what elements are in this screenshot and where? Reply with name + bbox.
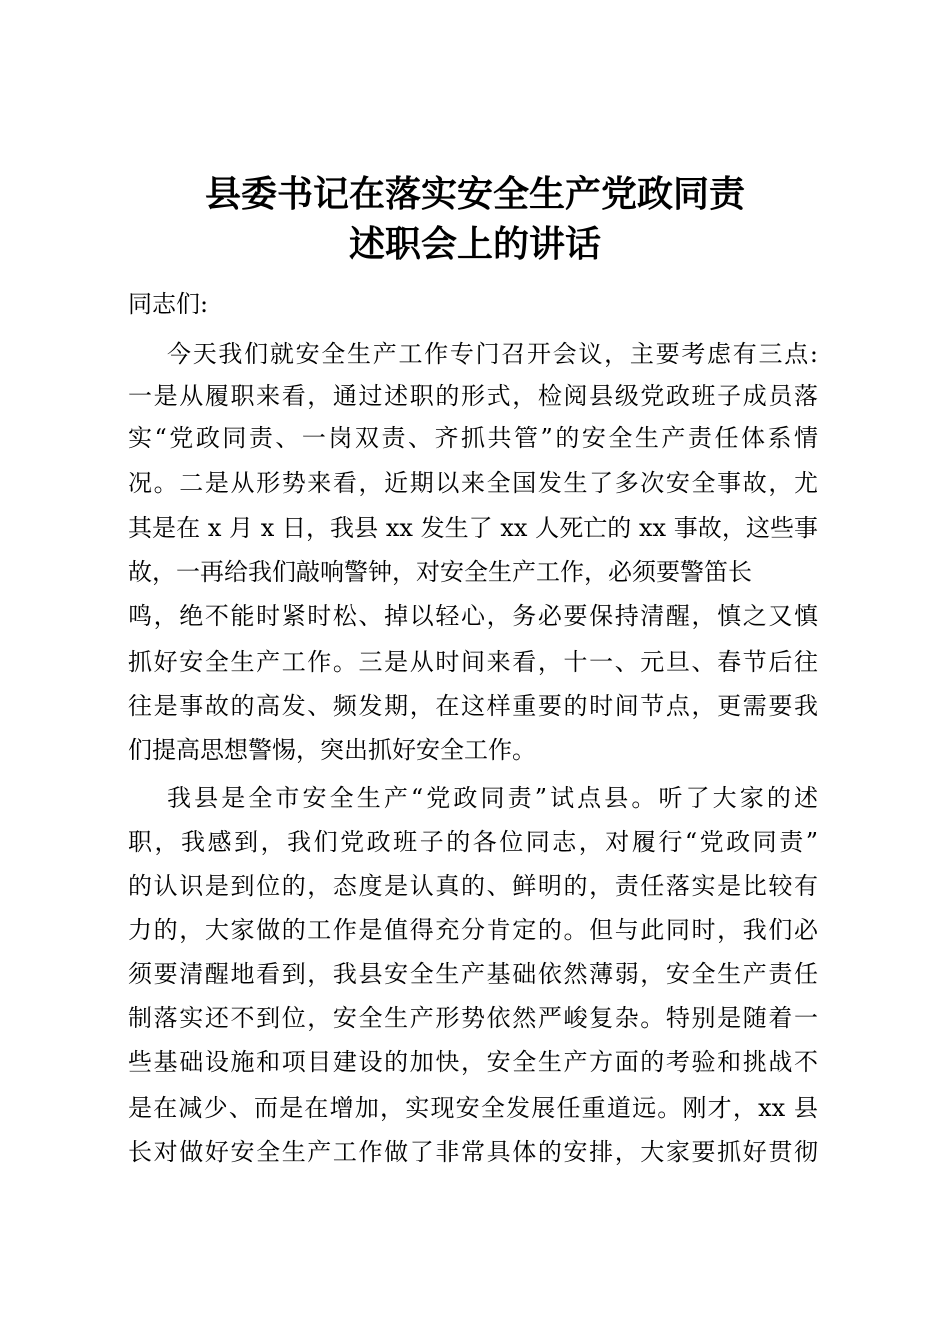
paragraph-line: 长对做好安全生产工作做了非常具体的安排，大家要抓好贯彻 xyxy=(128,1138,818,1166)
paragraph-line: 况。二是从形势来看，近期以来全国发生了多次安全事故，尤 xyxy=(128,469,818,497)
paragraph-line: 故，一再给我们敲响警钟，对安全生产工作，必须要警笛长 xyxy=(128,558,752,586)
paragraph-line: 鸣，绝不能时紧时松、掉以轻心，务必要保持清醒，慎之又慎 xyxy=(128,602,818,630)
paragraph-line: 我县是全市安全生产“党政同责”试点县。听了大家的述 xyxy=(167,784,818,812)
document-title-line-1: 县委书记在落实安全生产党政同责 xyxy=(204,173,745,215)
paragraph-line: 其是在 x 月 x 日，我县 xx 发生了 xx 人死亡的 xx 事故，这些事 xyxy=(128,514,818,542)
paragraph-line: 些基础设施和项目建设的加快，安全生产方面的考验和挑战不 xyxy=(128,1048,818,1076)
paragraph-line: 的认识是到位的，态度是认真的、鲜明的，责任落实是比较有 xyxy=(128,872,818,900)
salutation: 同志们: xyxy=(128,290,209,318)
paragraph-line: 须要清醒地看到，我县安全生产基础依然薄弱，安全生产责任 xyxy=(128,960,818,988)
paragraph-line: 们提高思想警惕，突出抓好安全工作。 xyxy=(128,736,536,764)
paragraph-line: 实“党政同责、一岗双责、齐抓共管”的安全生产责任体系情 xyxy=(128,424,818,452)
paragraph-line: 抓好安全生产工作。三是从时间来看，十一、元旦、春节后往 xyxy=(128,648,818,676)
paragraph-line: 是在减少、而是在增加，实现安全发展任重道远。刚才，xx 县 xyxy=(128,1094,818,1122)
paragraph-line: 制落实还不到位，安全生产形势依然严峻复杂。特别是随着一 xyxy=(128,1004,818,1032)
paragraph-line: 一是从履职来看，通过述职的形式，检阅县级党政班子成员落 xyxy=(128,382,818,410)
paragraph-line: 职，我感到，我们党政班子的各位同志，对履行“党政同责” xyxy=(128,828,818,856)
paragraph-line: 往是事故的高发、频发期，在这样重要的时间节点，更需要我 xyxy=(128,692,818,720)
paragraph-line: 今天我们就安全生产工作专门召开会议，主要考虑有三点: xyxy=(167,340,818,368)
document-title-line-2: 述职会上的讲话 xyxy=(348,223,601,265)
paragraph-line: 力的，大家做的工作是值得充分肯定的。但与此同时，我们必 xyxy=(128,916,818,944)
